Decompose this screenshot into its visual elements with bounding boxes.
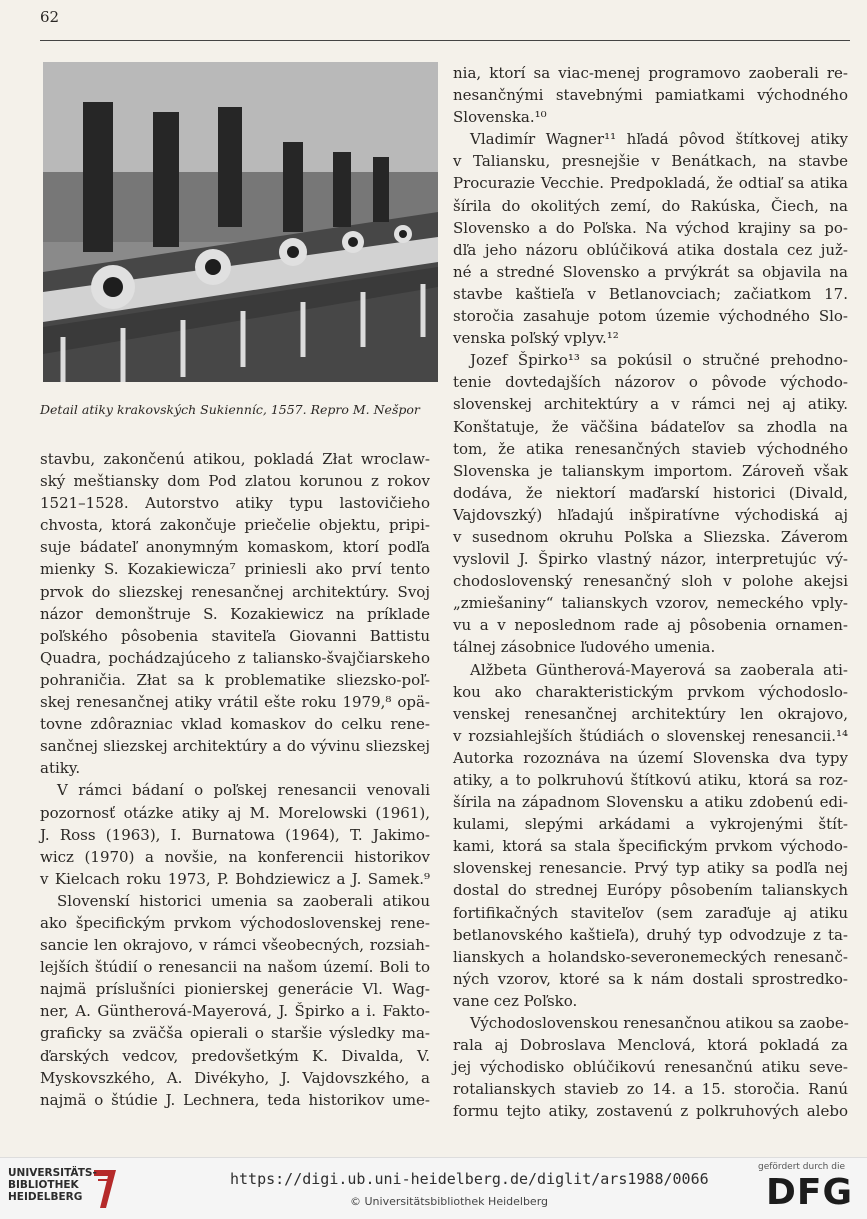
text-line: fortifikačných staviteľov (sem zaraďuje aj atiku [453,903,848,922]
text-line: nia, ktorí sa viac-menej programovo zaoberali re- [453,64,848,82]
text-line: v rozsiahlejších štúdiách o slovenskej renesancii.¹⁴ [453,726,848,745]
text-line: wicz (1970) a novšie, na konferencii historikov [40,847,430,866]
text-line: lejších štúdií o renesancii na našom území. Boli to [40,958,430,977]
text-line: storočia zasahuje potom územie východného Slo- [453,307,848,326]
text-line: dodáva, že niektorí maďarskí historici (Divald, [453,483,848,502]
text-line: v Kielcach roku 1973, P. Bohdziewicz a J. Samek.⁹ [40,869,430,888]
text-line: Myskovszkého, A. Divékyho, J. Vajdovszkého, a [40,1068,430,1087]
text-line: názor demonštruje S. Kozakiewicz na príklade [40,604,430,623]
text-line: „zmiešaniny“ talianskych vzorov, nemeckého vply- [453,594,848,613]
text-line: Slovensko a do Poľska. Na východ krajiny sa po- [453,218,848,237]
text-line: kou ako charakteristickým prvkom východoslo- [453,682,848,701]
text-line: chodoslovenský renesančný sloh v polohe akejsi [453,572,848,591]
text-line: jej východisko oblúčikovú renesančnú atiku seve- [453,1058,848,1077]
text-line: Východoslovenskou renesančnou atikou sa zaobe- [470,1014,849,1033]
text-line: v susednom okruhu Poľska a Sliezska. Záverom [453,527,848,546]
text-line: ďarských vedcov, predovšetkým K. Divalda, V. [40,1046,430,1065]
source-url[interactable]: https://digi.ub.uni-heidelberg.de/diglit/ars1988/0066 [230,1170,709,1188]
figure-photo [43,62,438,382]
text-line: Vladimír Wagner¹¹ hľadá pôvod štítkovej atiky [470,130,848,149]
copyright: © Universitätsbibliothek Heidelberg [350,1195,549,1208]
text-line: ner, A. Güntherová-Mayerová, J. Špirko a i. Fakto- [40,1002,430,1021]
text-line: sančnej sliezskej architektúry a do vývinu sliezskej [40,737,430,756]
text-line: nesančnými stavebnými pamiatkami východného [453,86,848,105]
text-line: Jozef Špirko¹³ sa pokúsil o stručné prehodno- [470,351,848,370]
text-line: stavbe kaštieľa v Betlanovciach; začiatkom 17. [453,284,848,303]
text-line: tovne zdôrazniac vklad komaskov do celku rene- [40,715,430,734]
text-line: betlanovského kaštieľa), druhý typ odvodzuje z ta- [453,925,848,944]
text-line: rotalianskych stavieb zo 14. a 15. storočia. Ranú [453,1080,848,1099]
text-line: suje bádateľ anonymným komaskom, ktorí podľa [40,538,430,557]
text-line: atiky. [40,759,81,778]
text-line: skej renesančnej atiky vrátil ešte roku 1979,⁸ opä- [40,693,430,712]
text-line: kulami, slepými arkádami a vykrojenými štít- [453,815,848,834]
page-number: 62 [40,8,60,26]
text-line: V rámci bádaní o poľskej renesancii venovali [57,781,430,800]
text-line: Konštatuje, že väčšina bádateľov sa zhodla na [453,417,848,436]
text-line: ných vzorov, ktoré sa k nám dostali sprostredko- [453,969,848,988]
text-line: formu tejto atiky, zostavenú z polkruhových alebo [453,1102,848,1121]
header-rule [40,40,850,41]
dfg-logo: DFG [765,1172,853,1213]
text-line: pozornosť otázke atiky aj M. Morelowski (1961), [40,803,430,822]
university-library-logo-text: UNIVERSITÄTS- BIBLIOTHEK HEIDELBERG [8,1167,97,1203]
footer [0,1157,867,1219]
text-line: stavbu, zakončenú atikou, pokladá Złat wroclaw- [40,450,430,468]
text-line: dľa jeho názoru oblúčiková atika dostala cez juž- [453,240,848,259]
right-text-column [453,62,848,1123]
text-line: vu a v neposlednom rade aj pôsobenia ornamen- [453,616,848,635]
text-line: lianskych a holandsko-severonemeckých renesanč- [453,947,848,966]
text-line: pohraničia. Złat sa k problematike sliezsko-poľ- [40,670,430,689]
text-line: kami, ktorá sa stala špecifickým prvkom východo- [453,837,848,856]
text-line: 1521–1528. Autorstvo atiky typu lastovičieho [40,494,430,513]
left-text-column [40,448,430,1111]
text-line: vyslovil J. Špirko vlastný názor, interpretujúc vý- [453,550,848,569]
text-line: ako špecifickým prvkom východoslovenskej rene- [40,913,430,932]
funded-by-label: gefördert durch die [758,1162,845,1172]
text-line: Autorka rozoznáva na území Slovenska dva typy [453,748,848,767]
text-line: poľského pôsobenia staviteľa Giovanni Battistu [40,626,430,645]
text-line: venskej renesančnej architektúry len okrajovo, [453,704,848,723]
text-line: najmä príslušníci pionierskej generácie Vl. Wag- [40,980,430,999]
text-line: venska poľský vplyv.¹² [453,329,619,348]
text-line: chvosta, ktorá zakončuje priečelie objektu, pripi- [40,516,430,535]
text-line: rala aj Dobroslava Menclová, ktorá pokladá za [453,1036,848,1055]
text-line: sancie len okrajovo, v rámci všeobecných, rozsiah- [40,936,430,955]
text-line: tálnej zásobnice ľudového umenia. [453,638,716,657]
text-line: Procurazie Vecchie. Predpokladá, že odtiaľ sa atika [453,174,848,193]
text-line: Slovenska.¹⁰ [453,108,547,127]
text-line: dostal do strednej Európy pôsobením talianskych [453,881,848,900]
text-line: šírila na západnom Slovensku a atiku zdobenú edi- [453,793,848,812]
text-line: Slovenskí historici umenia sa zaoberali atikou [57,891,430,910]
text-line: mienky S. Kozakiewicza⁷ priniesli ako prví tento [40,560,430,579]
text-line: šírila do okolitých zemí, do Rakúska, Čiech, na [453,196,848,215]
attic-photo-illustration [43,62,438,382]
figure-caption: Detail atiky krakovských Sukienníc, 1557. Repro M. Nešpor [40,402,420,417]
text-line: najmä o štúdie J. Lechnera, teda historikov ume- [40,1090,430,1109]
text-line: graficky sa zväčša opierali o staršie výsledky ma- [40,1024,430,1043]
text-line: tom, že atika renesančných stavieb východného [453,439,848,458]
text-line: prvok do sliezskej renesančnej architektúry. Svoj [40,582,430,601]
text-line: né a stredné Slovensko a prvýkrát sa objavila na [453,262,848,281]
text-line: atiky, a to polkruhovú štítkovú atiku, ktorá sa roz- [453,771,848,789]
text-line: slovenskej architektúry a v rámci nej aj atiky. [453,395,848,414]
text-line: ský meštiansky dom Pod zlatou korunou z rokov [40,472,430,491]
text-line: J. Ross (1963), I. Burnatowa (1964), T. Jakimo- [40,825,430,844]
text-line: Vajdovszký) hľadajú inšpiratívne východiská aj [453,505,848,524]
text-line: v Taliansku, presnejšie v Benátkach, na stavbe [453,152,848,171]
text-line: Quadra, pochádzajúceho z taliansko-švajčiarskeho [40,648,430,667]
text-line: Slovenska je talianskym importom. Zároveň však [453,461,848,480]
text-line: vane cez Poľsko. [453,991,578,1010]
text-line: Alžbeta Güntherová-Mayerová sa zaoberala ati- [470,660,848,679]
text-line: tenie dovtedajších názorov o pôvode východo- [453,373,848,392]
text-line: slovenskej renesancie. Prvý typ atiky sa podľa nej [453,859,848,878]
